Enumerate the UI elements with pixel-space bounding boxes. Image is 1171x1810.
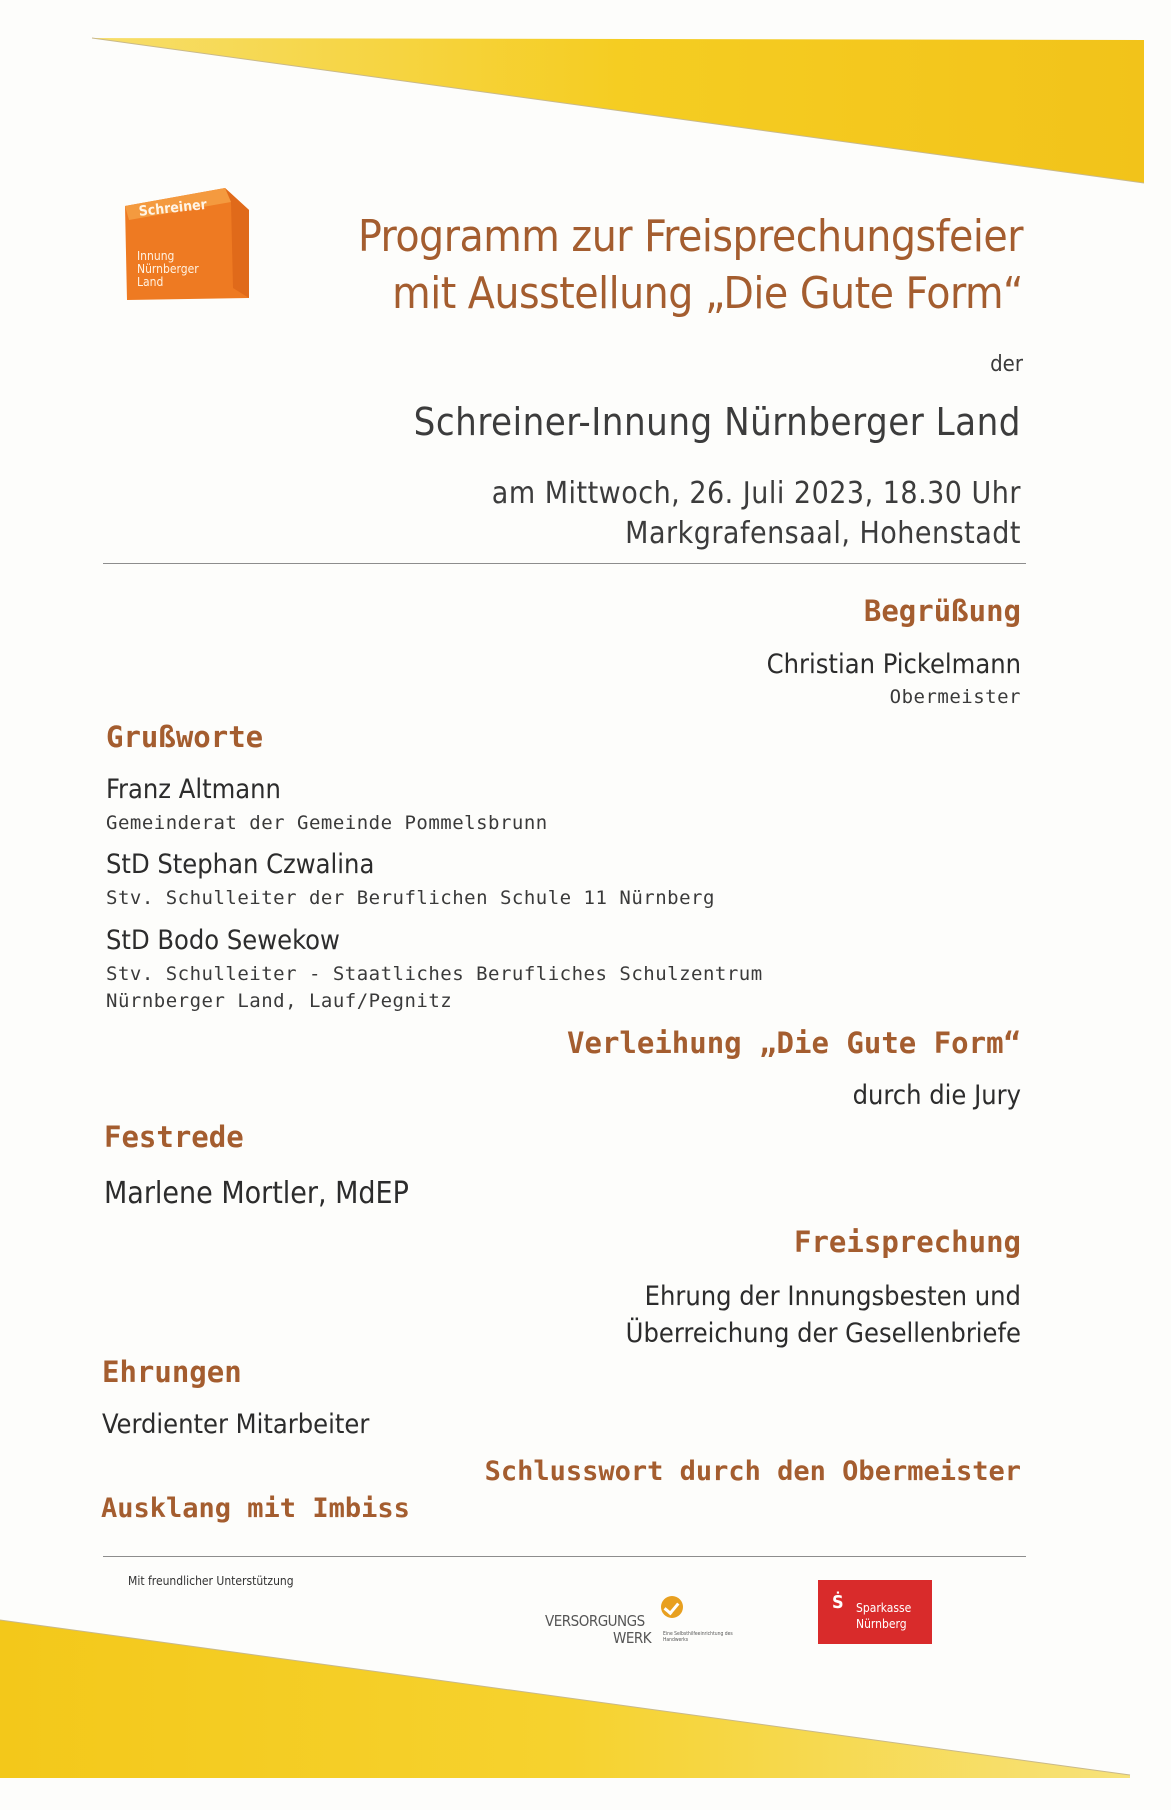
begruessung-name: Christian Pickelmann bbox=[766, 649, 1021, 680]
sparkasse-icon: Ṡ bbox=[832, 1592, 844, 1613]
sponsor-small-text: Eine Selbsthilfeeinrichtung des Handwerks bbox=[663, 1631, 733, 1643]
heading-grussworte: Grußworte bbox=[106, 720, 264, 754]
logo-text-line: Nürnberger bbox=[137, 262, 199, 276]
innung-logo bbox=[125, 188, 255, 303]
freisprechung-line: Ehrung der Innungsbesten und bbox=[644, 1281, 1021, 1312]
title-line-1: Programm zur Freisprechungsfeier bbox=[357, 211, 1023, 262]
begruessung-role: Obermeister bbox=[889, 686, 1021, 708]
top-yellow-band bbox=[0, 0, 1171, 200]
heading-ausklang: Ausklang mit Imbiss bbox=[101, 1493, 410, 1524]
heading-freisprechung: Freisprechung bbox=[794, 1225, 1021, 1259]
speaker-role: Stv. Schulleiter - Staatliches Berufliches Schulzentrum bbox=[106, 963, 763, 985]
title-line-2: mit Ausstellung „Die Gute Form“ bbox=[392, 268, 1023, 319]
support-note: Mit freundlicher Unterstützung bbox=[128, 1574, 294, 1588]
logo-text-line: Innung bbox=[137, 249, 175, 263]
logo-text-line: Land bbox=[137, 275, 164, 289]
freisprechung-line: Überreichung der Gesellenbriefe bbox=[625, 1318, 1021, 1349]
speaker-role: Nürnberger Land, Lauf/Pegnitz bbox=[106, 990, 453, 1012]
sponsor-text: WERK bbox=[613, 1629, 652, 1647]
heading-ehrungen: Ehrungen bbox=[102, 1355, 242, 1389]
speaker-name: StD Stephan Czwalina bbox=[106, 849, 375, 880]
logo-text-schreiner: Schreiner bbox=[138, 196, 208, 220]
divider-top bbox=[103, 563, 1026, 564]
event-venue: Markgrafensaal, Hohenstadt bbox=[625, 516, 1021, 551]
sparkasse-line: Sparkasse bbox=[856, 1601, 912, 1615]
speaker-name: StD Bodo Sewekow bbox=[106, 925, 340, 956]
page-title bbox=[358, 208, 1023, 322]
sponsor-text: VERSORGUNGS bbox=[545, 1612, 645, 1630]
freisprechung-text bbox=[626, 1278, 1021, 1352]
festrede-name: Marlene Mortler, MdEP bbox=[104, 1176, 409, 1211]
speaker-role: Gemeinderat der Gemeinde Pommelsbrunn bbox=[106, 812, 548, 834]
verleihung-text: durch die Jury bbox=[852, 1080, 1021, 1111]
heading-festrede: Festrede bbox=[104, 1120, 244, 1154]
der-label: der bbox=[990, 352, 1023, 377]
bottom-yellow-band bbox=[0, 1600, 1171, 1810]
speaker-name: Franz Altmann bbox=[106, 774, 281, 805]
speaker-role: Stv. Schulleiter der Beruflichen Schule 11 Nürnberg bbox=[106, 887, 715, 909]
heading-schlusswort: Schlusswort durch den Obermeister bbox=[484, 1456, 1021, 1487]
ehrungen-text: Verdienter Mitarbeiter bbox=[102, 1409, 370, 1440]
event-date: am Mittwoch, 26. Juli 2023, 18.30 Uhr bbox=[491, 476, 1021, 511]
divider-bottom bbox=[103, 1556, 1026, 1557]
heading-begruessung: Begrüßung bbox=[863, 594, 1021, 628]
heading-verleihung: Verleihung „Die Gute Form“ bbox=[567, 1026, 1021, 1060]
organization-name: Schreiner-Innung Nürnberger Land bbox=[413, 400, 1021, 444]
sparkasse-line: Nürnberg bbox=[856, 1617, 907, 1631]
